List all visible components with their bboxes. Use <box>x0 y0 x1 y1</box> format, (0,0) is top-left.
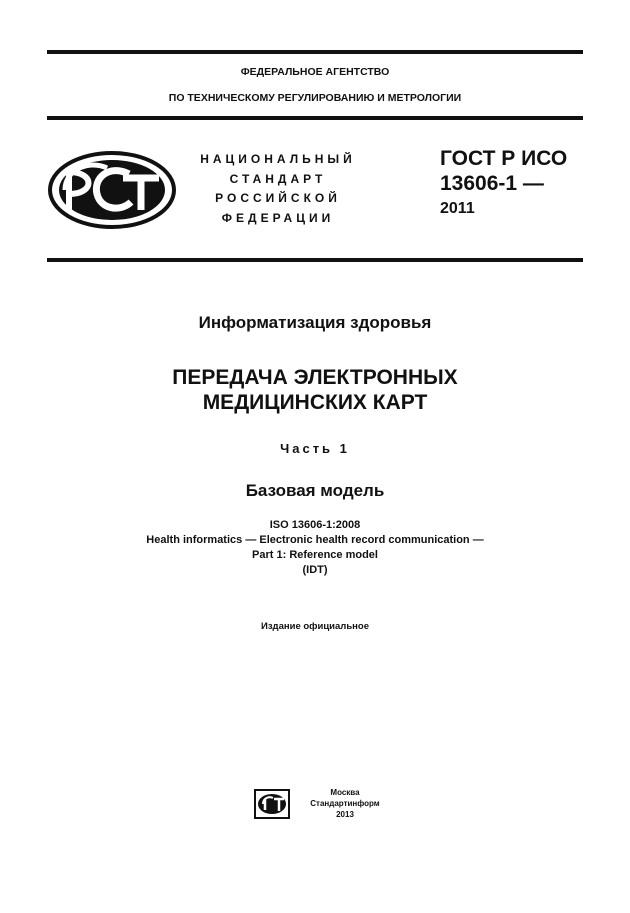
publisher-year: 2013 <box>336 810 354 819</box>
publisher-text <box>290 787 400 820</box>
agency-line-1: ФЕДЕРАЛЬНОЕ АГЕНТСТВО <box>240 66 390 78</box>
national-standard-line-1: НАЦИОНАЛЬНЫЙ <box>200 152 356 166</box>
header-rule <box>47 116 583 120</box>
standard-code <box>440 146 567 221</box>
national-standard-label <box>188 150 368 228</box>
iso-reference <box>0 518 630 578</box>
main-title-line-2: МЕДИЦИНСКИХ КАРТ <box>202 391 428 414</box>
iso-reference-line-3: Part 1: Reference model <box>252 549 378 561</box>
national-standard-line-3: РОССИЙСКОЙ <box>215 191 341 205</box>
publisher-block <box>254 787 404 823</box>
publisher-city: Москва <box>330 788 360 797</box>
standard-code-line-2: 13606-1 — <box>440 172 544 195</box>
bottom-header-rule <box>47 258 583 262</box>
main-title <box>0 365 630 415</box>
top-rule <box>47 50 583 54</box>
edition-label: Издание официальное <box>261 621 369 632</box>
agency-line-2: ПО ТЕХНИЧЕСКОМУ РЕГУЛИРОВАНИЮ И МЕТРОЛОГИИ <box>168 92 462 104</box>
main-title-line-1: ПЕРЕДАЧА ЭЛЕКТРОННЫХ <box>172 366 458 389</box>
iso-reference-line-1: ISO 13606-1:2008 <box>269 519 361 531</box>
iso-reference-line-2: Health informatics — Electronic health record communication — <box>146 534 484 546</box>
subtitle: Базовая модель <box>245 481 385 500</box>
rst-mark-icon <box>47 150 177 230</box>
publisher-name: Стандартинформ <box>310 799 380 808</box>
iso-reference-line-4: (IDT) <box>302 564 328 576</box>
domain-title: Информатизация здоровья <box>198 313 432 332</box>
part-label: Часть 1 <box>280 441 350 456</box>
standard-code-line-1: ГОСТ Р ИСО <box>440 147 568 170</box>
standard-code-year: 2011 <box>440 200 475 217</box>
national-standard-line-4: ФЕДЕРАЦИИ <box>221 210 335 225</box>
national-standard-line-2: СТАНДАРТ <box>229 171 327 186</box>
standartinform-logo-icon <box>254 789 290 819</box>
